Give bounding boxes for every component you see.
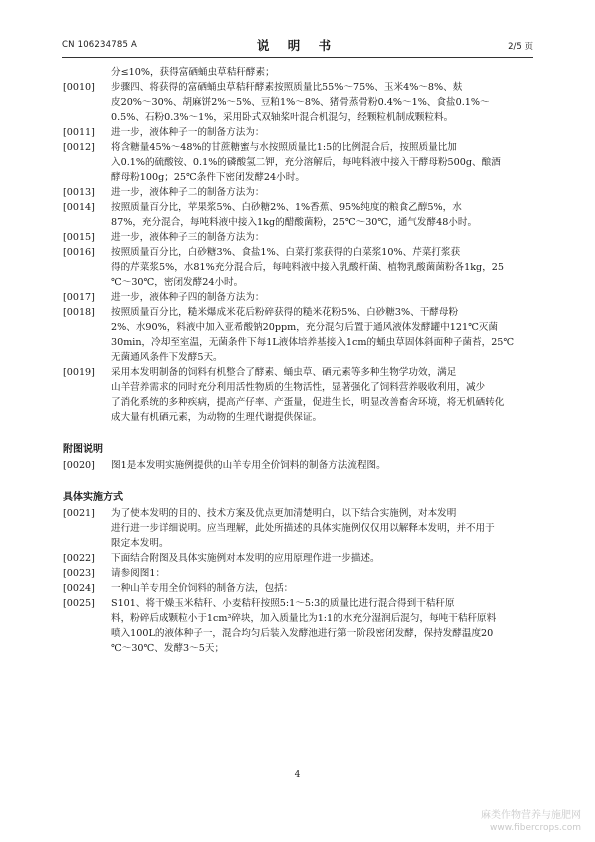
text-line	[63, 185, 537, 200]
paragraph-number: [0025]	[63, 598, 95, 609]
paragraph-number: [0012]	[63, 142, 95, 153]
header-divider	[62, 57, 533, 58]
text-line	[63, 170, 537, 185]
paragraph-number: [0023]	[63, 568, 95, 579]
line-text: 2%、水90%，料液中加入亚希酸钠20ppm，充分混匀后置于通风液体发酵罐中121℃灭菌	[111, 322, 498, 333]
text-line	[63, 110, 537, 125]
line-text: 分≤10%，获得富硒蛹虫草秸秆酵素；	[111, 67, 275, 78]
line-text: 了消化系统的多种疾病，提高产仔率、产蛋量，促进生长，明显改善畜舍环境，将无机硒转化	[111, 397, 505, 408]
site-watermark	[481, 809, 581, 834]
paragraph-number: [0010]	[63, 82, 95, 93]
paragraph-number: [0017]	[63, 292, 95, 303]
line-text: 进一步，液体种子四的制备方法为：	[111, 292, 265, 303]
paragraph-number: [0020]	[63, 460, 95, 471]
paragraph-number: [0011]	[63, 127, 95, 138]
text-line	[63, 581, 537, 596]
line-text: S101、将干燥玉米秸秆、小麦秸秆按照5:1～5:3的质量比进行混合得到干秸秆原	[111, 598, 455, 609]
text-line	[63, 335, 537, 350]
text-line	[63, 410, 537, 425]
text-line	[63, 245, 537, 260]
paragraph-number: [0013]	[63, 187, 95, 198]
text-line	[63, 215, 537, 230]
watermark-url: www.fibercrops.com	[490, 823, 581, 833]
line-text: 按照质量百分比，苹果浆5%、白砂糖2%、1%香蕉、95%纯度的粮食乙醇5%，水	[111, 202, 462, 213]
page-indicator: 2/5 页	[508, 42, 533, 52]
text-line	[63, 140, 537, 155]
patent-number: CN 106234785 A	[62, 40, 137, 50]
document-body	[63, 65, 537, 656]
text-line	[63, 305, 537, 320]
text-line	[63, 275, 537, 290]
paragraph-number: [0019]	[63, 367, 95, 378]
paragraph-number: [0015]	[63, 232, 95, 243]
text-line	[63, 125, 537, 140]
text-line	[63, 260, 537, 275]
line-text: 为了使本发明的目的、技术方案及优点更加清楚明白，以下结合实施例，对本发明	[111, 508, 457, 519]
section-heading: 附图说明	[63, 444, 103, 455]
line-text: 下面结合附图及具体实施例对本发明的应用原理作进一步描述。	[111, 553, 380, 564]
text-line	[63, 626, 537, 641]
text-line	[63, 536, 537, 551]
text-line	[63, 65, 537, 80]
text-line	[63, 506, 537, 521]
text-line	[63, 380, 537, 395]
line-text: 进一步，液体种子三的制备方法为：	[111, 232, 265, 243]
text-line	[63, 641, 537, 656]
paragraph-number: [0022]	[63, 553, 95, 564]
text-line	[63, 566, 537, 581]
page-number: 4	[294, 770, 301, 780]
text-line	[63, 596, 537, 611]
line-text: 成大量有机硒元素，为动物的生理代谢提供保证。	[111, 412, 323, 423]
line-text: 按照质量百分比，白砂糖3%、食盐1%、白菜打浆获得的白菜浆10%、芹菜打浆获	[111, 247, 461, 258]
line-text: ℃～30℃，密闭发酵24小时。	[111, 277, 244, 288]
text-line	[63, 290, 537, 305]
paragraph-number: [0016]	[63, 247, 95, 258]
text-line	[63, 365, 537, 380]
line-text: 采用本发明制备的饲料有机整合了酵素、蛹虫草、硒元素等多种生物学功效，满足	[111, 367, 457, 378]
line-text: 按照质量百分比，糙米爆成米花后粉碎获得的糙米花粉5%、白砂糖3%、干酵母粉	[111, 307, 459, 318]
line-text: 无菌通风条件下发酵5天。	[111, 352, 223, 363]
line-text: 料，粉碎后成颗粒小于1cm³碎块，加入质量比为1:1的水充分湿润后混匀，每吨干秸秆原料	[111, 613, 497, 624]
text-line	[63, 230, 537, 245]
text-line	[63, 350, 537, 365]
line-text: 山羊营养需求的同时充分利用活性物质的生物活性，显著强化了饲料营养吸收利用，减少	[111, 382, 486, 393]
paragraph-number: [0018]	[63, 307, 95, 318]
text-line	[63, 551, 537, 566]
line-text: 限定本发明。	[111, 538, 169, 549]
paragraph-number: [0021]	[63, 508, 95, 519]
section-gap	[63, 425, 537, 442]
text-line	[63, 80, 537, 95]
paragraph-number: [0024]	[63, 583, 95, 594]
text-line	[63, 320, 537, 335]
line-text: 0.5%、石粉0.3%～1%，采用卧式双轴桨叶混合机混匀，经颗粒机制成颗粒料。	[111, 112, 454, 123]
paragraph-number: [0014]	[63, 202, 95, 213]
page-header	[62, 36, 533, 54]
line-text: 进行进一步详细说明。应当理解，此处所描述的具体实施例仅仅用以解释本发明，并不用于	[111, 523, 495, 534]
line-text: 皮20%～30%、胡麻饼2%～5%、豆粕1%～8%、猪骨蒸骨粉0.4%～1%、食盐0.1%～	[111, 97, 490, 108]
line-text: 将含糖量45%～48%的甘蔗糖蜜与水按照质量比1:5的比例混合后，按照质量比加	[111, 142, 457, 153]
line-text: 进一步，液体种子二的制备方法为：	[111, 187, 265, 198]
line-text: 得的芹菜浆5%，水81%充分混合后，每吨料液中接入乳酸杆菌、植物乳酸菌菌粉各1kg，25	[111, 262, 504, 273]
line-text: 87%，充分混合，每吨料液中接入1kg的醋酸菌粉，25℃～30℃，通气发酵48小时。	[111, 217, 478, 228]
document-title: 说 明 书	[256, 38, 339, 53]
line-text: 酵母粉100g；25℃条件下密闭发酵24小时。	[111, 172, 305, 183]
text-line	[63, 458, 537, 473]
line-text: 步骤四、将获得的富硒蛹虫草秸秆酵素按照质量比55%～75%、玉米4%～8%、麸	[111, 82, 463, 93]
text-line	[63, 521, 537, 536]
text-line	[63, 155, 537, 170]
line-text: 喷入100L的液体种子一，混合均匀后装入发酵池进行第一阶段密闭发酵，保持发酵温度20	[111, 628, 494, 639]
line-text: 图1是本发明实施例提供的山羊专用全价饲料的制备方法流程图。	[111, 460, 386, 471]
text-line	[63, 95, 537, 110]
watermark-title: 麻类作物营养与施肥网	[481, 810, 581, 821]
section-heading: 具体实施方式	[63, 492, 123, 503]
line-text: 请参阅图1：	[111, 568, 166, 579]
text-line	[63, 395, 537, 410]
line-text: 30min，冷却至室温，无菌条件下每1L液体培养基接入1cm的蛹虫草固体斜面种子菌苔，25℃	[111, 337, 515, 348]
line-text: 一种山羊专用全价饲料的制备方法，包括：	[111, 583, 294, 594]
line-text: ℃～30℃、发酵3～5天；	[111, 643, 225, 654]
text-line	[63, 611, 537, 626]
text-line	[63, 200, 537, 215]
line-text: 入0.1%的硫酸铵、0.1%的磷酸氢二钾，充分溶解后，每吨料液中接入干酵母粉500g、酿酒	[111, 157, 501, 168]
section-gap	[63, 473, 537, 490]
line-text: 进一步，液体种子一的制备方法为：	[111, 127, 265, 138]
